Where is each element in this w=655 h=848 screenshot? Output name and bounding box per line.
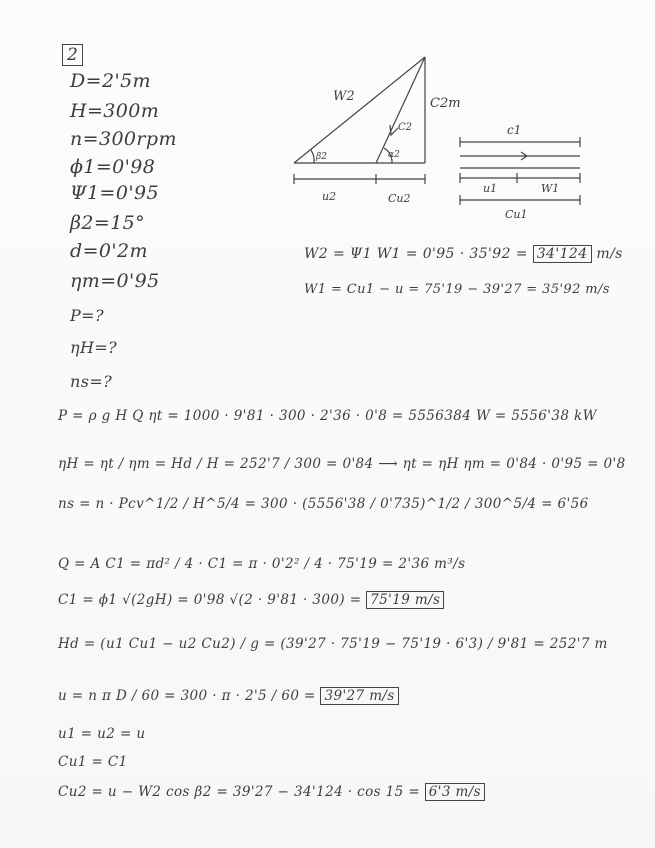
given-jet-diameter: d=0'2m	[70, 240, 148, 262]
equation-u-text: u = n π D / 60 = 300 · π · 2'5 / 60 =	[58, 688, 316, 704]
triangle-c2-side	[376, 57, 425, 163]
unknown-specific-speed: ns=?	[70, 372, 113, 391]
triangle-label-w2: W2	[333, 89, 355, 104]
equation-c1-text: C1 = ϕ1 √(2gH) = 0'98 √(2 · 9'81 · 300) =	[58, 592, 362, 608]
equation-c1	[58, 592, 444, 608]
triangle-label-c2: C2	[398, 122, 413, 133]
unknown-power: P=?	[70, 306, 104, 325]
given-diameter: D=2'5m	[70, 70, 151, 92]
equation-u-equal: u1 = u2 = u	[58, 726, 146, 742]
inlet-label-w1: W1	[541, 182, 560, 195]
equation-cu2	[58, 784, 485, 800]
triangle-beta-arc	[311, 150, 314, 163]
equation-hydraulic-efficiency: ηH = ηt / ηm = Hd / H = 252'7 / 300 = 0'84 ⟶ ηt = ηH ηm = 0'84 · 0'95 = 0'8	[58, 456, 626, 472]
equation-w2	[304, 246, 623, 262]
equation-w2-text: W2 = Ψ1 W1 = 0'95 · 35'92 =	[304, 246, 528, 262]
given-psi1: Ψ1=0'95	[70, 182, 159, 204]
triangle-label-alpha2: α2	[388, 150, 400, 160]
equation-w1: W1 = Cu1 − u = 75'19 − 39'27 = 35'92 m/s	[304, 282, 610, 297]
given-speed: n=300rpm	[70, 128, 177, 150]
equation-power: P = ρ g H Q ηt = 1000 · 9'81 · 300 · 2'36 · 0'8 = 5556384 W = 5556'38 kW	[58, 408, 597, 424]
given-eta-m: ηm=0'95	[70, 270, 160, 292]
equation-specific-speed: ns = n · Pcv^1/2 / H^5/4 = 300 · (5556'38 / 0'735)^1/2 / 300^5/4 = 6'56	[58, 496, 589, 512]
outlet-velocity-triangle	[280, 45, 461, 215]
triangle-label-beta2: β2	[316, 152, 327, 162]
triangle-w2-side	[294, 57, 425, 163]
unknown-eta-h: ηH=?	[70, 338, 118, 357]
triangle-label-c2m: C2m	[430, 96, 461, 111]
given-head: H=300m	[70, 100, 160, 122]
given-phi1: ϕ1=0'98	[70, 156, 156, 178]
inlet-velocity-diagram	[455, 120, 595, 230]
equation-cu2-text: Cu2 = u − W2 cos β2 = 39'27 − 34'124 · cos 15 =	[58, 784, 421, 800]
triangle-label-u2: u2	[322, 190, 337, 203]
triangle-label-cu2: Cu2	[388, 192, 411, 205]
problem-number: 2	[62, 44, 83, 66]
inlet-label-cu1: Cu1	[505, 208, 528, 221]
equation-flow-rate: Q = A C1 = πd² / 4 · C1 = π · 0'2² / 4 · 75'19 = 2'36 m³/s	[58, 556, 466, 572]
equation-cu1: Cu1 = C1	[58, 754, 128, 770]
inlet-label-u1: u1	[483, 182, 498, 195]
result-w2-unit: m/s	[596, 246, 623, 262]
equation-peripheral-speed	[58, 688, 399, 704]
inlet-label-c1: c1	[507, 123, 522, 137]
result-cu2-box: 6'3 m/s	[425, 783, 485, 801]
result-w2-box: 34'124	[533, 245, 592, 263]
equation-dynamic-head: Hd = (u1 Cu1 − u2 Cu2) / g = (39'27 · 75'19 − 75'19 · 6'3) / 9'81 = 252'7 m	[58, 636, 608, 652]
result-c1-box: 75'19 m/s	[366, 591, 444, 609]
given-beta2: β2=15°	[70, 212, 146, 234]
result-u-box: 39'27 m/s	[320, 687, 398, 705]
